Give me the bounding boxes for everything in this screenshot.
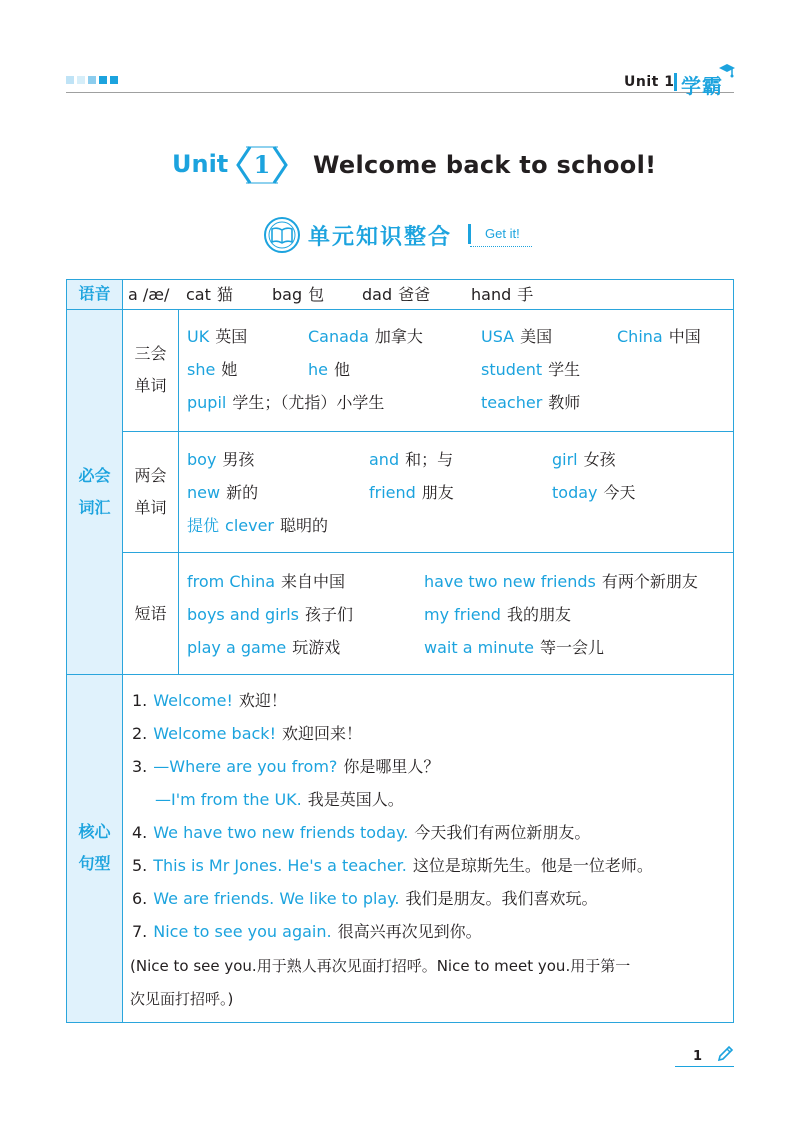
footer-rule (675, 1066, 734, 1067)
label-sentences-line1: 核心 (78, 822, 111, 841)
vocab-word: teacher 教师 (481, 393, 581, 412)
phrase-item: play a game 玩游戏 (187, 638, 341, 657)
phrase-item: from China 来自中国 (187, 572, 346, 591)
vocab-extra: 提优 clever 聪明的 (187, 516, 329, 535)
sentence-item: —I'm from the UK. 我是英国人。 (155, 790, 404, 809)
pronunciation-sound: a /æ/ (128, 285, 170, 304)
knowledge-table (66, 279, 734, 1023)
sentence-item: 7. Nice to see you again. 很高兴再次见到你。 (132, 922, 482, 941)
table-rule (122, 431, 733, 432)
header-unit-label: Unit 1 (624, 74, 675, 90)
unit-number: 1 (253, 150, 271, 179)
header-square (99, 76, 107, 84)
section-subtitle: Get it! (485, 226, 520, 241)
phrase-item: wait a minute 等一会儿 (424, 638, 605, 657)
sentence-item: 2. Welcome back! 欢迎回来！ (132, 724, 362, 743)
vocab-word: she 她 (187, 360, 238, 379)
phrase-item: have two new friends 有两个新朋友 (424, 572, 698, 591)
page-title: Welcome back to school! (313, 151, 657, 179)
sentence-item: 4. We have two new friends today. 今天我们有两位新朋友。 (132, 823, 591, 842)
vocab-word: today 今天 (552, 483, 636, 502)
vocab-word: girl 女孩 (552, 450, 616, 469)
header-square (110, 76, 118, 84)
vocab-word: USA 美国 (481, 327, 553, 346)
open-book-icon (263, 216, 301, 254)
phrase-item: boys and girls 孩子们 (187, 605, 353, 624)
usage-note: (Nice to see you.用于熟人再次见面打招呼。Nice to meet you.用于第一 (130, 957, 631, 975)
brand-logo: 学霸 (681, 74, 723, 98)
unit-word: Unit (172, 150, 229, 178)
vocab-word: pupil 学生；（尤指）小学生 (187, 393, 385, 412)
usage-note-line2: 次见面打招呼。) (130, 990, 234, 1008)
vocab-word: boy 男孩 (187, 450, 255, 469)
header-divider (674, 73, 677, 91)
vocab-word: UK 英国 (187, 327, 248, 346)
table-rule (67, 309, 733, 310)
sentence-item: 6. We are friends. We like to play. 我们是朋友。我们喜欢玩。 (132, 889, 598, 908)
pronunciation-word: bag 包 (272, 285, 325, 304)
pencil-icon (716, 1045, 734, 1063)
vocab-word: friend 朋友 (369, 483, 454, 502)
vocab-word: student 学生 (481, 360, 581, 379)
table-rule (178, 309, 179, 674)
label-three-skill-line2: 单词 (134, 376, 167, 395)
header-square (77, 76, 85, 84)
phrase-item: my friend 我的朋友 (424, 605, 571, 624)
vocab-word: Canada 加拿大 (308, 327, 423, 346)
pronunciation-word: cat 猫 (186, 285, 233, 304)
extra-tag: 提优 (187, 516, 220, 535)
pronunciation-word: hand 手 (471, 285, 534, 304)
header-rule (66, 92, 734, 93)
label-three-skill-line1: 三会 (134, 344, 167, 363)
sentence-item: 5. This is Mr Jones. He's a teacher. 这位是琼斯先生。他是一位老师。 (132, 856, 653, 875)
vocab-word: he 他 (308, 360, 350, 379)
label-sentences-line2: 句型 (78, 854, 111, 873)
label-vocab-line2: 词汇 (78, 498, 111, 517)
graduation-cap-icon (718, 62, 736, 78)
section-underline (470, 246, 532, 247)
vocab-word: new 新的 (187, 483, 259, 502)
header-square (88, 76, 96, 84)
table-rule (122, 552, 733, 553)
header-square (66, 76, 74, 84)
sentence-item: 1. Welcome! 欢迎！ (132, 691, 287, 710)
pronunciation-word: dad 爸爸 (362, 285, 431, 304)
section-divider (468, 224, 471, 244)
table-rule (67, 674, 733, 675)
header-decoration (66, 76, 118, 84)
sentence-item: 3. —Where are you from? 你是哪里人？ (132, 757, 440, 776)
label-two-skill-line2: 单词 (134, 498, 167, 517)
label-phrases: 短语 (134, 604, 167, 623)
section-title: 单元知识整合 (308, 225, 453, 250)
label-pronunciation: 语音 (78, 284, 111, 303)
label-vocab-line1: 必会 (78, 466, 111, 485)
vocab-word: and 和；与 (369, 450, 454, 469)
page-number: 1 (693, 1049, 703, 1064)
label-two-skill-line1: 两会 (134, 466, 167, 485)
vocab-word: China 中国 (617, 327, 701, 346)
